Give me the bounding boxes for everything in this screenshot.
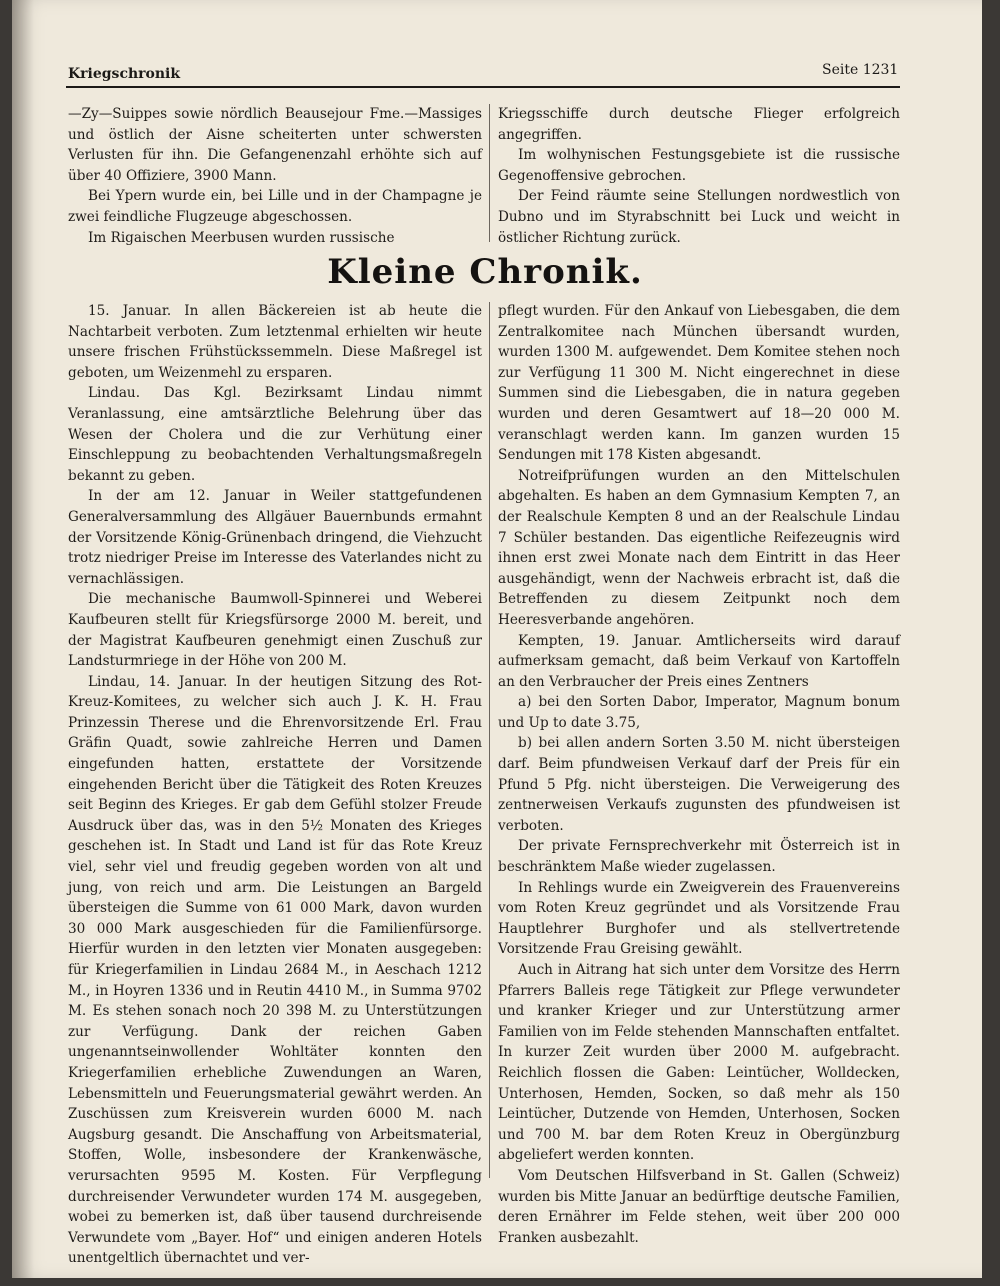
paragraph: Kriegsschiffe durch deutsche Flieger erfolgreich angegriffen.: [498, 106, 900, 143]
paragraph: Der private Fernsprechverkehr mit Österreich ist in beschränktem Maße wieder zugelassen.: [498, 838, 900, 876]
column-divider: [489, 104, 490, 242]
paragraph: Vom Deutschen Hilfsverband in St. Gallen (Schweiz) wurden bis Mitte Januar an bedürftige deutsche Familien, deren Ernährer im Felde stehen, weit über 200 000 Franken ausbezahlt.: [498, 1167, 900, 1246]
paragraph: Auch in Aitrang hat sich unter dem Vorsitze des Herrn Pfarrers Balleis rege Tätigkeit zur Pflege verwundeter und kranker Krieger und zur Unterstützung armer Familien von im Felde stehenden Mannschaften entfaltet. In kurzer Zeit wurden über 2000 M. aufgebracht. Reichlich flossen die Gaben: Leintücher, Wolldecken, Unterhosen, Hemden, Socken, so daß mehr als 150 Leintücher, Dutzende von Hemden, Unterhosen, Socken und 700 M. bar dem Roten Kreuz in Obergünzburg abgeliefert werden konnten.: [498, 962, 900, 1164]
column-divider: [489, 302, 490, 1178]
paragraph: —Zy—Suippes sowie nördlich Beausejour Fme.—Massiges und östlich der Aisne scheiterten unter schwersten Verlusten für ihn. Die Gefangenenzahl erhöhte sich auf über 40 Offiziere, 3900 Mann.: [68, 106, 482, 184]
paragraph: Im wolhynischen Festungsgebiete ist die russische Gegenoffensive gebrochen.: [498, 147, 900, 184]
binding-shadow: [12, 0, 34, 1278]
page-number: Seite 1231: [822, 62, 899, 78]
paragraph: In der am 12. Januar in Weiler stattgefundenen Generalversammlung des Allgäuer Bauernbunds ermahnt der Vorsitzende König-Grünenbach dringend, die Viehzucht trotz niedriger Preise im Interesse des Vaterlandes nicht zu vernachlässigen.: [68, 488, 482, 587]
paragraph: Im Rigaischen Meerbusen wurden russische: [88, 229, 395, 246]
paragraph: Notreifprüfungen wurden an den Mittelschulen abgehalten. Es haben an dem Gymnasium Kempten 7, an der Realschule Kempten 8 und an der Realschule Lindau 7 Schüler bestanden. Das eigentliche Reifezeugnis wird ihnen erst zwei Monate nach dem Eintritt in das Heer ausgehändigt, wenn der Nachweis erbracht ist, daß die Betreffenden zu diesem Zeitpunkt noch dem Heeresverbande angehören.: [498, 467, 900, 628]
paragraph: In Rehlings wurde ein Zweigverein des Frauenvereins vom Roten Kreuz gegründet und als Vorsitzende Frau Hauptlehrer Burghofer und als stellvertretende Vorsitzende Frau Greising gewählt.: [498, 879, 900, 958]
top-right-column: [498, 104, 900, 248]
list-item: a) bei den Sorten Dabor, Imperator, Magnum bonum und Up to date 3.75,: [498, 694, 900, 731]
paragraph: Lindau. Das Kgl. Bezirksamt Lindau nimmt Veranlassung, eine amtsärztliche Belehrung über das Wesen der Cholera und die zur Verhütung einer Einschleppung zu beobachtenden Verhaltungsmaßregeln bekannt zu geben.: [68, 385, 482, 484]
header-rule: [66, 86, 900, 88]
main-left-column: [68, 301, 482, 1269]
paragraph: Der Feind räumte seine Stellungen nordwestlich von Dubno und im Styrabschnitt bei Luck und weicht in östlicher Richtung zurück.: [498, 188, 900, 246]
main-right-column: [498, 301, 900, 1248]
paragraph: Die mechanische Baumwoll-Spinnerei und Weberei Kaufbeuren stellt für Kriegsfürsorge 2000 M. bereit, und der Magistrat Kaufbeuren genehmigt einen Zuschuß zur Landsturmriege in der Höhe von 200 M.: [68, 591, 482, 670]
list-item: b) bei allen andern Sorten 3.50 M. nicht übersteigen darf. Beim pfundweisen Verkauf darf der Preis für ein Pfund 5 Pfg. nicht übersteigen. Die Verweigerung des zentnerweisen Verkaufs zugunsten des pfundweisen ist verboten.: [498, 735, 900, 834]
running-title: Kriegschronik: [68, 66, 181, 82]
paragraph: 15. Januar. In allen Bäckereien ist ab heute die Nachtarbeit verboten. Zum letztenmal erhielten wir heute unsere frischen Frühstückssemmeln. Diese Maßregel ist geboten, um Weizenmehl zu ersparen.: [68, 303, 482, 381]
paragraph: pflegt wurden. Für den Ankauf von Liebesgaben, die dem Zentralkomitee nach München übersandt wurden, wurden 1300 M. aufgewendet. Dem Komitee stehen noch zur Verfügung 11 300 M. Nicht eingerechnet in diese Summen sind die Liebesgaben, die in natura gegeben wurden und deren Gesamtwert auf 18—20 000 M. veranschlagt werden kann. Im ganzen wurden 15 Sendungen mit 178 Kisten abgesandt.: [498, 303, 900, 464]
paragraph: Bei Ypern wurde ein, bei Lille und in der Champagne je zwei feindliche Flugzeuge abgeschossen.: [68, 188, 482, 225]
paragraph: Lindau, 14. Januar. In der heutigen Sitzung des Rot-Kreuz-Komitees, zu welcher sich auch J. K. H. Frau Prinzessin Therese und die Ehrenvorsitzende Erl. Frau Gräfin Quadt, sowie zahlreiche Herren und Damen eingefunden hatten, erstattete der Vorsitzende eingehenden Bericht über die Tätigkeit des Roten Kreuzes seit Beginn des Krieges. Er gab dem Gefühl stolzer Freude Ausdruck über das, was in den 5½ Monaten des Krieges geschehen ist. In Stadt und Land ist für das Rote Kreuz viel, sehr viel und freudig gegeben worden von alt und jung, von reich und arm. Die Leistungen an Bargeld übersteigen die Summe von 61 000 Mark, davon wurden 30 000 Mark ausgeschieden für die Familienfürsorge. Hierfür wurden in den letzten vier Monaten ausgegeben: für Kriegerfamilien in Lindau 2684 M., in Aeschach 1212 M., in Hoyren 1336 und in Reutin 4410 M., in Summa 9702 M. Es stehen sonach noch 20 398 M. zu Unterstützungen zur Verfügung. Dank der reichen Gaben ungenanntseinwollender Wohltäter konnten den Kriegerfamilien erhebliche Zuwendungen an Waren, Lebensmitteln und Feuerungsmaterial gewährt werden. An Zuschüssen zum Kreisverein wurden 6000 M. nach Augsburg gesandt. Die Anschaffung von Arbeitsmaterial, Stoffen, Wolle, insbesondere der Krankenwäsche, verursachten 9595 M. Kosten. Für Verpflegung durchreisender Verwundeter wurden 174 M. ausgegeben, wobei zu bemerken ist, daß über tausend durchreisende Verwundete vom „Bayer. Hof“ und einigen anderen Hotels unentgeltlich übernachtet und ver-: [68, 673, 482, 1267]
paragraph: Kempten, 19. Januar. Amtlicherseits wird darauf aufmerksam gemacht, daß beim Verkauf von Kartoffeln an den Verbraucher der Preis eines Zentners: [498, 632, 900, 690]
top-left-column: [68, 104, 482, 248]
section-title: Kleine Chronik.: [327, 252, 643, 292]
